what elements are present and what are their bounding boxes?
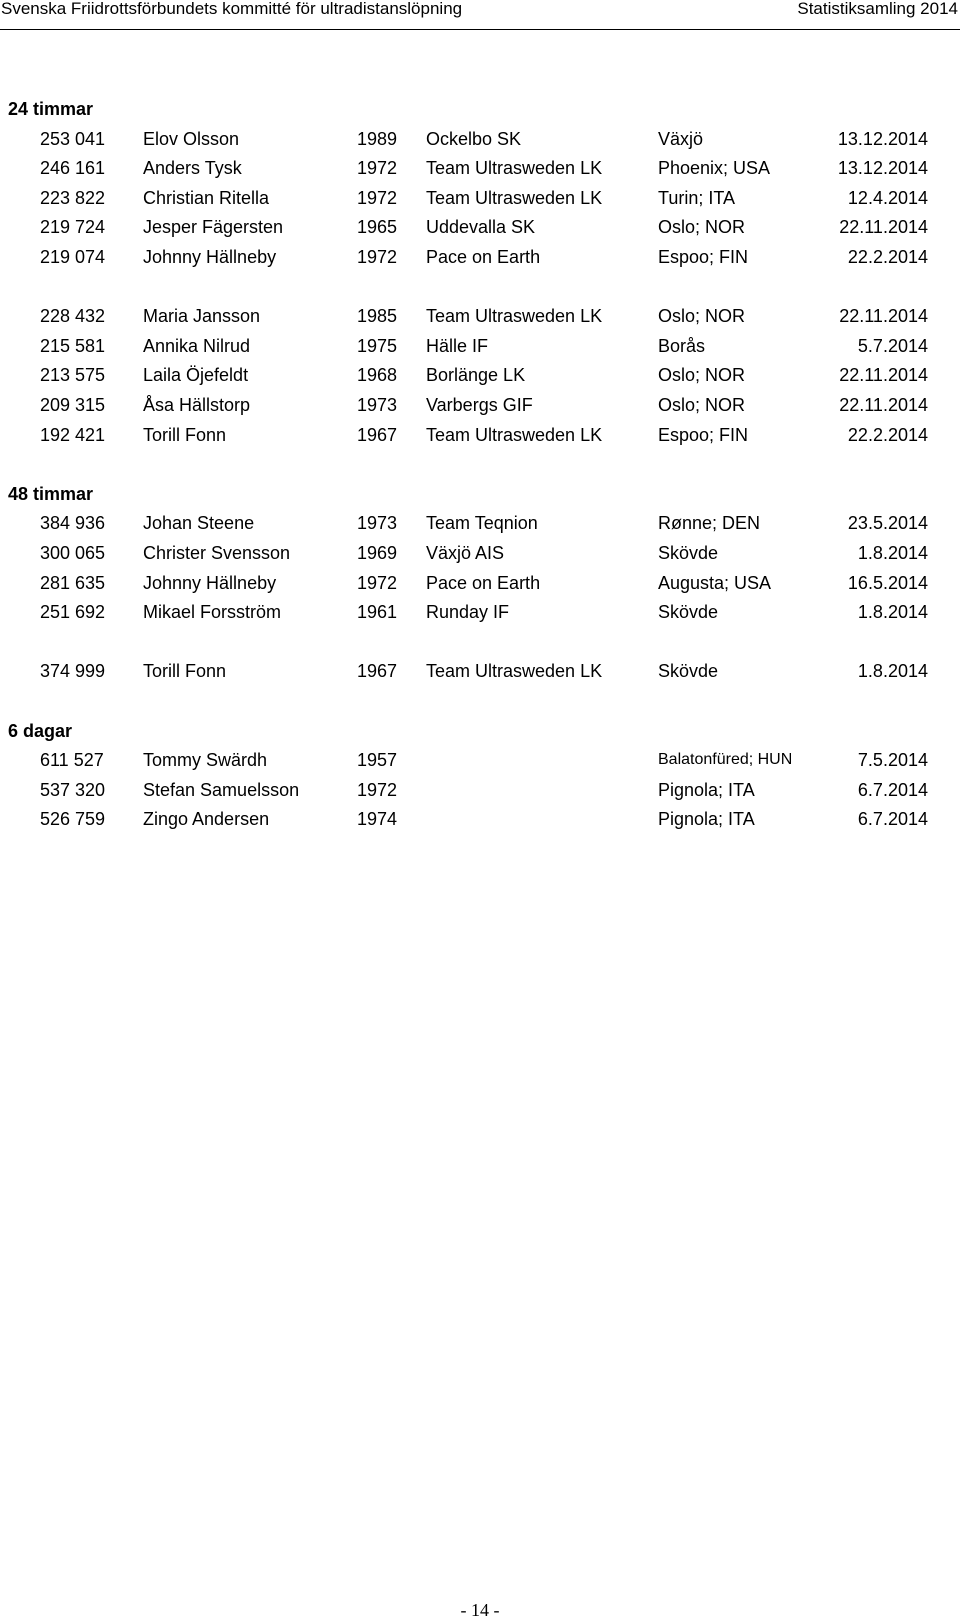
athlete-name-cell: Maria Jansson bbox=[143, 306, 261, 326]
birth-year-cell: 1965 bbox=[357, 217, 398, 237]
date-cell: 12.4.2014 bbox=[847, 188, 928, 208]
date-cell: 6.7.2014 bbox=[857, 809, 928, 829]
header-divider bbox=[0, 29, 960, 30]
athlete-name-cell: Laila Öjefeldt bbox=[143, 365, 249, 385]
athlete-name-cell: Christian Ritella bbox=[143, 188, 270, 208]
section-title: 6 dagar bbox=[8, 721, 73, 741]
venue-cell: Oslo; NOR bbox=[658, 365, 746, 385]
athlete-name-cell: Jesper Fägersten bbox=[143, 217, 284, 237]
club-cell: Varbergs GIF bbox=[426, 395, 533, 415]
birth-year-cell: 1972 bbox=[357, 158, 398, 178]
date-cell: 16.5.2014 bbox=[847, 573, 928, 593]
venue-cell: Espoo; FIN bbox=[658, 247, 749, 267]
birth-year-cell: 1967 bbox=[357, 661, 398, 681]
table-row bbox=[0, 543, 960, 563]
table-row bbox=[0, 602, 960, 622]
venue-cell: Skövde bbox=[658, 543, 719, 563]
result-cell: 215 581 bbox=[40, 336, 106, 356]
venue-cell: Balatonfüred; HUN bbox=[658, 751, 793, 768]
club-cell: Team Ultrasweden LK bbox=[426, 158, 603, 178]
birth-year-cell: 1967 bbox=[357, 425, 398, 445]
result-cell: 281 635 bbox=[40, 573, 106, 593]
table-row bbox=[0, 780, 960, 800]
section-title: 48 timmar bbox=[8, 484, 94, 504]
date-cell: 1.8.2014 bbox=[857, 543, 928, 563]
result-cell: 213 575 bbox=[40, 365, 106, 385]
athlete-name-cell: Christer Svensson bbox=[143, 543, 291, 563]
table-row bbox=[0, 573, 960, 593]
venue-cell: Växjö bbox=[658, 129, 704, 149]
result-cell: 219 724 bbox=[40, 217, 106, 237]
date-cell: 22.11.2014 bbox=[839, 365, 928, 385]
birth-year-cell: 1975 bbox=[357, 336, 398, 356]
result-cell: 611 527 bbox=[40, 750, 104, 770]
date-cell: 22.11.2014 bbox=[839, 395, 928, 415]
venue-cell: Borås bbox=[658, 336, 706, 356]
club-cell: Uddevalla SK bbox=[426, 217, 536, 237]
table-row bbox=[0, 513, 960, 533]
athlete-name-cell: Torill Fonn bbox=[143, 661, 227, 681]
date-cell: 7.5.2014 bbox=[857, 750, 928, 770]
club-cell: Team Ultrasweden LK bbox=[426, 661, 603, 681]
birth-year-cell: 1961 bbox=[357, 602, 398, 622]
table-row bbox=[0, 188, 960, 208]
date-cell: 22.2.2014 bbox=[847, 425, 928, 445]
table-row bbox=[0, 247, 960, 267]
table-row bbox=[0, 336, 960, 356]
result-cell: 246 161 bbox=[40, 158, 106, 178]
table-row bbox=[0, 365, 960, 385]
result-cell: 300 065 bbox=[40, 543, 106, 563]
header-committee-title: Svenska Friidrottsförbundets kommitté för ultradistanslöpning bbox=[1, 0, 463, 18]
club-cell: Runday IF bbox=[426, 602, 510, 622]
table-row bbox=[0, 129, 960, 149]
page-header bbox=[0, 0, 960, 30]
athlete-name-cell: Torill Fonn bbox=[143, 425, 227, 445]
birth-year-cell: 1973 bbox=[357, 513, 398, 533]
result-cell: 253 041 bbox=[40, 129, 106, 149]
date-cell: 23.5.2014 bbox=[847, 513, 928, 533]
result-cell: 223 822 bbox=[40, 188, 106, 208]
venue-cell: Oslo; NOR bbox=[658, 395, 746, 415]
athlete-name-cell: Johnny Hällneby bbox=[143, 573, 277, 593]
birth-year-cell: 1969 bbox=[357, 543, 398, 563]
section-title: 24 timmar bbox=[8, 99, 94, 119]
venue-cell: Phoenix; USA bbox=[658, 158, 771, 178]
athlete-name-cell: Anders Tysk bbox=[143, 158, 242, 178]
club-cell: Pace on Earth bbox=[426, 247, 541, 267]
venue-cell: Pignola; ITA bbox=[658, 780, 755, 800]
result-cell: 209 315 bbox=[40, 395, 106, 415]
club-cell: Team Ultrasweden LK bbox=[426, 306, 603, 326]
birth-year-cell: 1973 bbox=[357, 395, 398, 415]
birth-year-cell: 1972 bbox=[357, 780, 398, 800]
club-cell: Borlänge LK bbox=[426, 365, 526, 385]
club-cell: Pace on Earth bbox=[426, 573, 541, 593]
athlete-name-cell: Johnny Hällneby bbox=[143, 247, 277, 267]
club-cell: Hälle IF bbox=[426, 336, 489, 356]
club-cell: Team Teqnion bbox=[426, 513, 538, 533]
result-cell: 228 432 bbox=[40, 306, 106, 326]
table-row bbox=[0, 809, 960, 829]
venue-cell: Skövde bbox=[658, 602, 719, 622]
birth-year-cell: 1972 bbox=[357, 247, 398, 267]
athlete-name-cell: Johan Steene bbox=[143, 513, 255, 533]
venue-cell: Pignola; ITA bbox=[658, 809, 755, 829]
club-cell: Team Ultrasweden LK bbox=[426, 188, 603, 208]
date-cell: 1.8.2014 bbox=[857, 602, 928, 622]
athlete-name-cell: Zingo Andersen bbox=[143, 809, 270, 829]
result-cell: 526 759 bbox=[40, 809, 106, 829]
date-cell: 6.7.2014 bbox=[857, 780, 928, 800]
athlete-name-cell: Stefan Samuelsson bbox=[143, 780, 300, 800]
page-number: - 14 - bbox=[460, 1600, 500, 1620]
table-row bbox=[0, 395, 960, 415]
birth-year-cell: 1985 bbox=[357, 306, 398, 326]
athlete-name-cell: Elov Olsson bbox=[143, 129, 240, 149]
date-cell: 13.12.2014 bbox=[837, 129, 928, 149]
birth-year-cell: 1957 bbox=[357, 750, 398, 770]
club-cell: Team Ultrasweden LK bbox=[426, 425, 603, 445]
table-row bbox=[0, 217, 960, 237]
table-row bbox=[0, 306, 960, 326]
date-cell: 1.8.2014 bbox=[857, 661, 928, 681]
birth-year-cell: 1989 bbox=[357, 129, 398, 149]
result-cell: 251 692 bbox=[40, 602, 106, 622]
date-cell: 13.12.2014 bbox=[837, 158, 928, 178]
athlete-name-cell: Mikael Forsström bbox=[143, 602, 282, 622]
table-row bbox=[0, 425, 960, 445]
birth-year-cell: 1972 bbox=[357, 573, 398, 593]
date-cell: 22.11.2014 bbox=[839, 217, 928, 237]
athlete-name-cell: Åsa Hällstorp bbox=[143, 395, 251, 415]
venue-cell: Skövde bbox=[658, 661, 719, 681]
date-cell: 22.2.2014 bbox=[847, 247, 928, 267]
athlete-name-cell: Annika Nilrud bbox=[143, 336, 251, 356]
result-cell: 219 074 bbox=[40, 247, 106, 267]
birth-year-cell: 1974 bbox=[357, 809, 398, 829]
club-cell: Växjö AIS bbox=[426, 543, 505, 563]
date-cell: 5.7.2014 bbox=[857, 336, 928, 356]
athlete-name-cell: Tommy Swärdh bbox=[143, 750, 268, 770]
venue-cell: Rønne; DEN bbox=[658, 513, 761, 533]
venue-cell: Oslo; NOR bbox=[658, 217, 746, 237]
club-cell: Ockelbo SK bbox=[426, 129, 522, 149]
birth-year-cell: 1968 bbox=[357, 365, 398, 385]
venue-cell: Espoo; FIN bbox=[658, 425, 749, 445]
result-cell: 537 320 bbox=[40, 780, 106, 800]
table-row bbox=[0, 750, 960, 770]
header-publication-title: Statistiksamling 2014 bbox=[797, 0, 958, 18]
table-row bbox=[0, 661, 960, 681]
result-cell: 192 421 bbox=[40, 425, 106, 445]
result-cell: 374 999 bbox=[40, 661, 106, 681]
date-cell: 22.11.2014 bbox=[839, 306, 928, 326]
venue-cell: Turin; ITA bbox=[658, 188, 736, 208]
venue-cell: Augusta; USA bbox=[658, 573, 772, 593]
table-row bbox=[0, 158, 960, 178]
venue-cell: Oslo; NOR bbox=[658, 306, 746, 326]
result-cell: 384 936 bbox=[40, 513, 106, 533]
birth-year-cell: 1972 bbox=[357, 188, 398, 208]
